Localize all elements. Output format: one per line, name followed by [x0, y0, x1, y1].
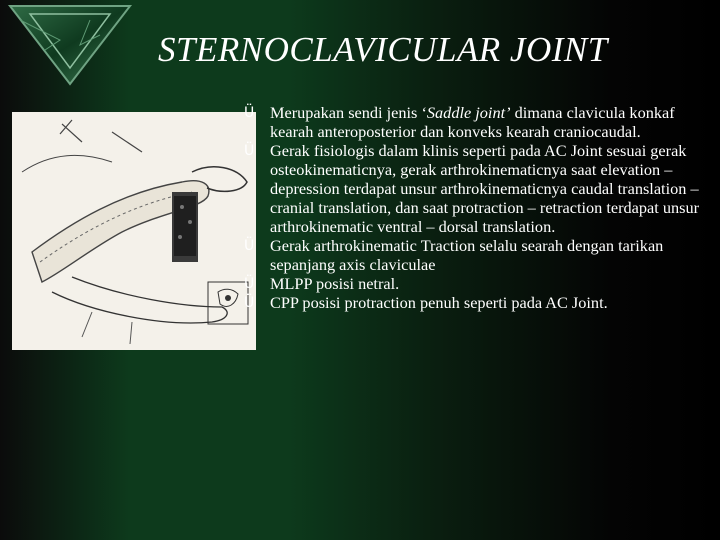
bullet-text-post: dimana clavicula konkaf kearah anteroposterior dan konveks kearah craniocaudal.: [270, 103, 675, 141]
arrow-bullet-icon: Ü: [244, 105, 255, 121]
bullet-text: [270, 103, 675, 141]
arrow-bullet-icon: Ü: [244, 295, 255, 311]
bullet-item: [244, 274, 704, 293]
arrow-bullet-icon: Ü: [244, 143, 255, 159]
bullet-text-em: Saddle joint’: [426, 103, 511, 122]
bullet-text: MLPP posisi netral.: [270, 274, 400, 293]
bullet-text-pre: Merupakan sendi jenis ‘: [270, 103, 427, 122]
bullet-list: [244, 103, 704, 312]
marble-triangle-logo: [0, 0, 140, 90]
arrow-bullet-icon: Ü: [244, 238, 255, 254]
slide-title: STERNOCLAVICULAR JOINT: [158, 30, 608, 69]
bullet-text: CPP posisi protraction penuh seperti pada AC Joint.: [270, 293, 608, 312]
bullet-item: [244, 293, 704, 312]
sternoclavicular-joint-illustration: [12, 112, 256, 350]
bullet-item: [244, 103, 704, 141]
arrow-bullet-icon: Ü: [244, 276, 255, 292]
bullet-item: [244, 141, 704, 236]
bullet-item: [244, 236, 704, 274]
bullet-text: Gerak fisiologis dalam klinis seperti pada AC Joint sesuai gerak osteokinematicnya, gerak arthrokinematicnya saat elevation – depression terdapat unsur arthrokinematicnya caudal translation – cranial translation, dan saat protraction – retraction terdapat unsur arthrokinematic ventral – dorsal translation.: [270, 141, 700, 236]
bullet-text: Gerak arthrokinematic Traction selalu searah dengan tarikan sepanjang axis claviculae: [270, 236, 664, 274]
